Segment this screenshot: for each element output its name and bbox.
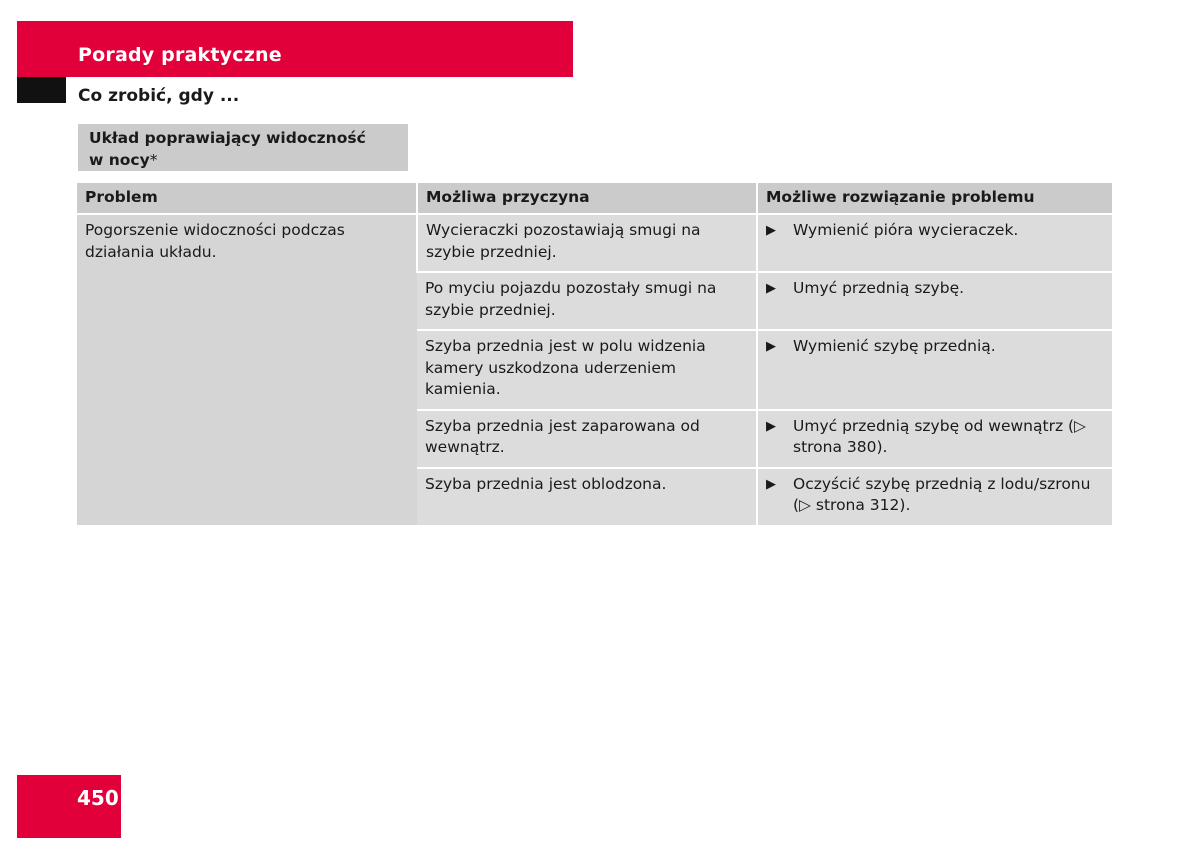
triangle-right-icon: ▶ (766, 476, 776, 492)
solution-text: Oczyścić szybę przednią z lodu/szronu (▷ strona 312). (793, 474, 1091, 514)
optional-equipment-marker: * (149, 151, 158, 169)
column-header-cause: Możliwa przyczyna (417, 183, 757, 214)
topic-heading (78, 124, 408, 171)
triangle-right-icon: ▶ (766, 418, 776, 434)
triangle-right-icon: ▶ (766, 339, 776, 354)
solution-cell (757, 410, 1112, 468)
cause-cell: Szyba przednia jest zaparowana od wewnątrz. (417, 410, 757, 468)
cause-cell: Szyba przednia jest w polu widzenia kamery uszkodzona uderzeniem kamienia. (417, 330, 757, 410)
section-title: Porady praktyczne (78, 44, 282, 66)
triangle-right-icon: ▶ (766, 223, 776, 238)
solution-cell (757, 468, 1112, 526)
solution-text: Umyć przednią szybę. (793, 279, 965, 297)
solution-cell (757, 214, 1112, 272)
topic-heading-line2: w nocy (89, 151, 150, 169)
column-header-solution: Możliwe rozwiązanie problemu (757, 183, 1112, 214)
table-row (77, 214, 1112, 272)
solution-text: Wymienić szybę przednią. (793, 337, 996, 355)
topic-heading-line1: Układ poprawiający widoczność (89, 129, 366, 147)
table-header-row (77, 183, 1112, 214)
solution-cell (757, 272, 1112, 330)
column-header-problem: Problem (77, 183, 417, 214)
page-subtitle: Co zrobić, gdy ... (78, 86, 240, 106)
cause-cell: Szyba przednia jest oblodzona. (417, 468, 757, 526)
problem-cell: Pogorszenie widoczności podczas działania układu. (77, 214, 417, 526)
solution-text: Wymienić pióra wycieraczek. (793, 221, 1019, 239)
page-number: 450 (77, 786, 119, 810)
solution-text: Umyć przednią szybę od wewnątrz (▷ strona 380). (793, 416, 1086, 456)
triangle-right-icon: ▶ (766, 281, 776, 296)
cause-cell: Wycieraczki pozostawiają smugi na szybie przedniej. (417, 214, 757, 272)
troubleshooting-table (77, 183, 1112, 527)
section-marker (17, 77, 66, 103)
cause-cell: Po myciu pojazdu pozostały smugi na szybie przedniej. (417, 272, 757, 330)
solution-cell (757, 330, 1112, 410)
